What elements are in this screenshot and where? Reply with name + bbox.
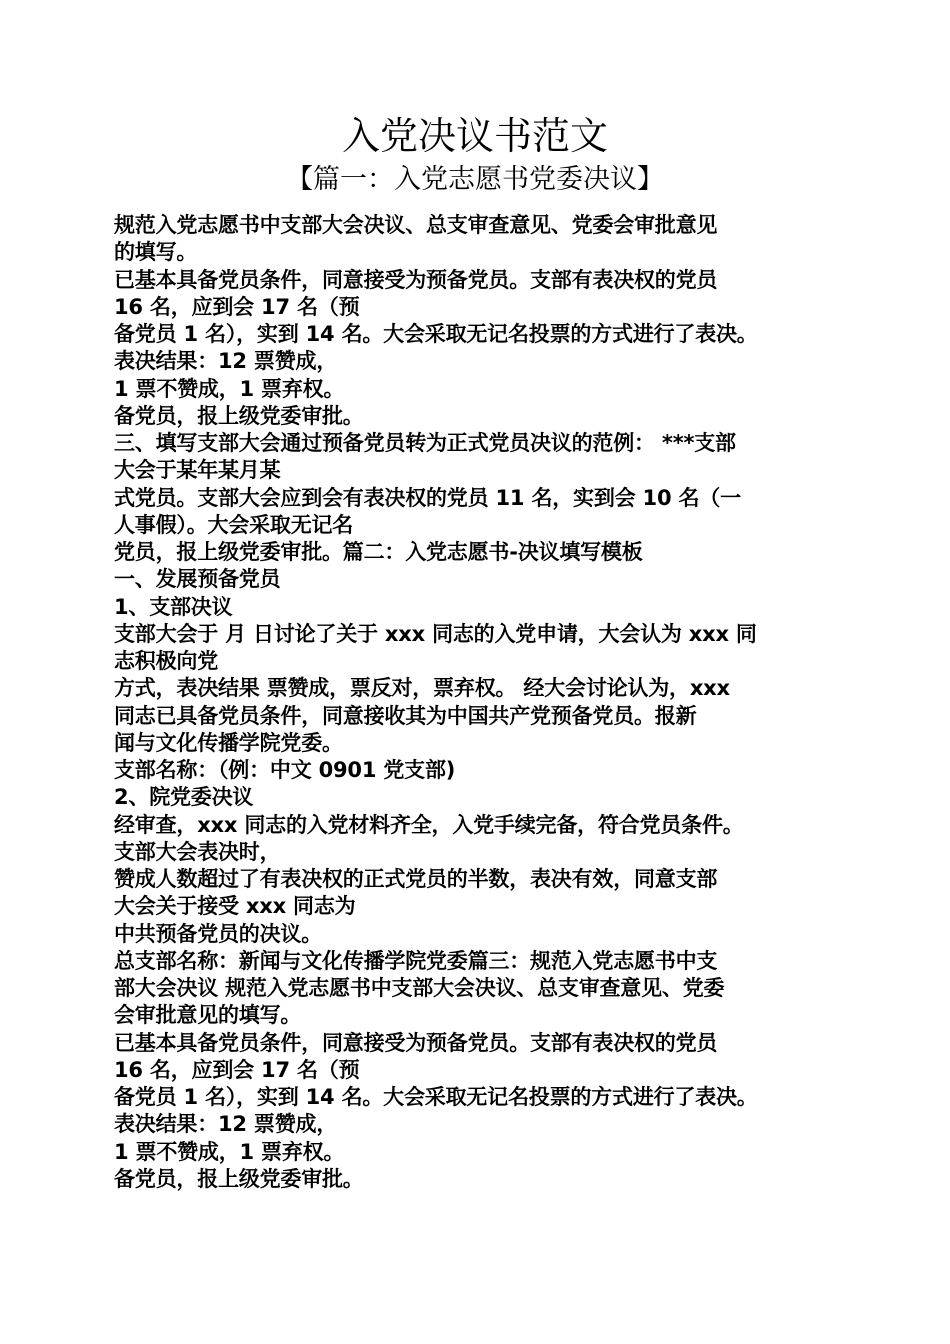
body-line: 大会于某年某月某 (114, 458, 281, 483)
document-body (114, 212, 842, 1193)
document-title: 入党决议书范文 (341, 114, 608, 158)
body-line: 1、支部决议 (114, 594, 233, 619)
body-line: 支部大会于 月 日讨论了关于 xxx 同志的入党申请，大会认为 xxx 同 (114, 621, 757, 646)
body-line: 中共预备党员的决议。 (114, 921, 322, 946)
body-line: 式党员。支部大会应到会有表决权的党员 11 名，实到会 10 名（一 (114, 485, 741, 510)
body-line: 会审批意见的填写。 (114, 1003, 302, 1028)
body-line: 表决结果：12 票赞成， (114, 349, 338, 374)
body-line: 的填写。 (114, 240, 198, 265)
body-line: 同志已具备党员条件，同意接收其为中国共产党预备党员。报新 (114, 703, 697, 728)
body-line: 志积极向党 (114, 649, 218, 673)
body-line: 一、发展预备党员 (114, 567, 281, 592)
body-line: 已基本具备党员条件，同意接受为预备党员。支部有表决权的党员 (114, 1030, 718, 1055)
body-line: 总支部名称：新闻与文化传播学院党委篇三：规范入党志愿书中支 (114, 948, 718, 973)
body-line: 闻与文化传播学院党委。 (114, 730, 343, 755)
body-line: 赞成人数超过了有表决权的正式党员的半数，表决有效，同意支部 (114, 867, 718, 891)
body-line: 大会关于接受 xxx 同志为 (114, 894, 356, 919)
body-line: 1 票不赞成，1 票弃权。 (114, 376, 345, 401)
body-line: 方式，表决结果 票赞成，票反对，票弃权。 经大会讨论认为，xxx (114, 676, 730, 701)
document-subtitle: 【篇一：入党志愿书党委决议】 (286, 164, 664, 195)
body-line: 经审查，xxx 同志的入党材料齐全，入党手续完备，符合党员条件。 (114, 812, 744, 837)
body-line: 1 票不赞成，1 票弃权。 (114, 1139, 345, 1164)
body-line: 16 名，应到会 17 名（预 (114, 294, 360, 319)
body-line: 2、院党委决议 (114, 785, 254, 810)
body-line: 备党员 1 名），实到 14 名。大会采取无记名投票的方式进行了表决。 (114, 1085, 758, 1109)
body-line: 备党员 1 名），实到 14 名。大会采取无记名投票的方式进行了表决。 (114, 322, 758, 346)
body-line: 备党员，报上级党委审批。 (114, 1166, 364, 1191)
body-line: 人事假）。大会采取无记名 (114, 512, 354, 537)
body-line: 16 名，应到会 17 名（预 (114, 1057, 360, 1082)
body-line: 表决结果：12 票赞成， (114, 1112, 338, 1137)
body-line: 已基本具备党员条件，同意接受为预备党员。支部有表决权的党员 (114, 267, 718, 292)
body-line: 三、填写支部大会通过预备党员转为正式党员决议的范例： ***支部 (114, 431, 736, 455)
body-line: 部大会决议 规范入党志愿书中支部大会决议、总支审查意见、党委 (114, 976, 725, 1000)
body-line: 党员，报上级党委审批。篇二：入党志愿书-决议填写模板 (114, 540, 643, 564)
body-line: 支部名称：（例：中文 0901 党支部) (114, 758, 456, 782)
body-line: 规范入党志愿书中支部大会决议、总支审查意见、党委会审批意见 (114, 213, 718, 237)
body-line: 备党员，报上级党委审批。 (114, 403, 364, 428)
body-line: 支部大会表决时， (114, 839, 281, 864)
